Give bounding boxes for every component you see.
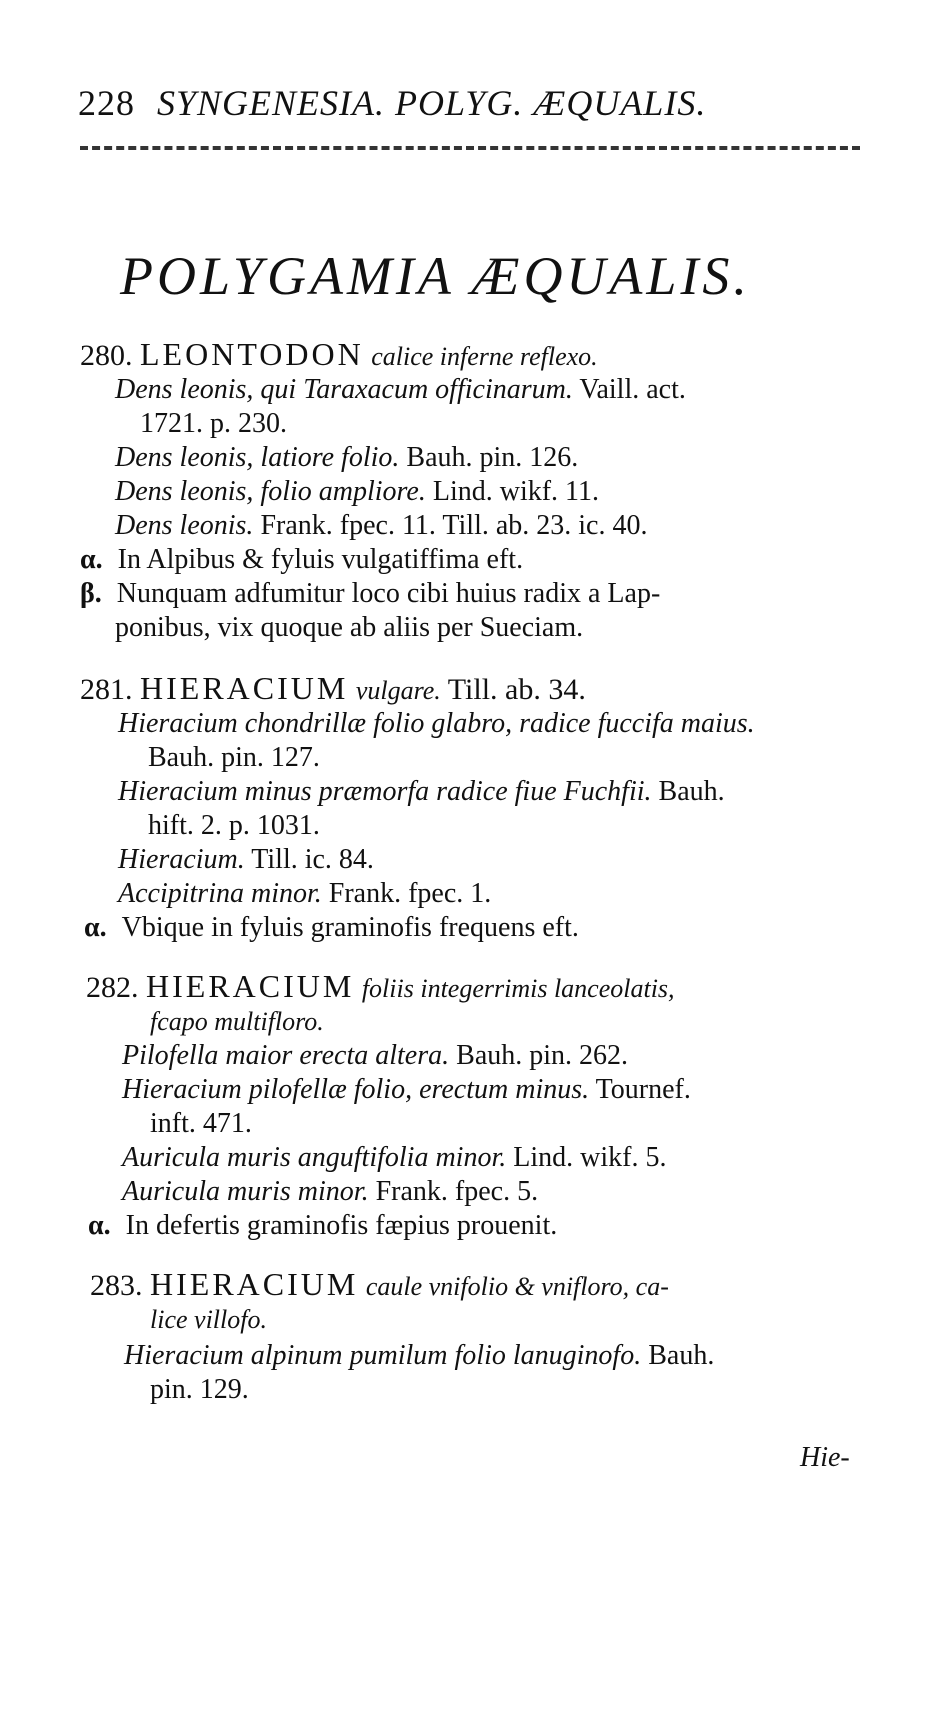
diagnosis-continuation bbox=[150, 1302, 267, 1338]
note-text: Vbique in fyluis graminofis frequens eft. bbox=[121, 912, 579, 943]
reference: Frank. fpec. 1. bbox=[328, 878, 492, 909]
note-text: In Alpibus & fyluis vulgatiffima eft. bbox=[117, 544, 524, 575]
section-title: POLYGAMIA ÆQUALIS. bbox=[120, 246, 751, 306]
reference: inft. 471. bbox=[150, 1108, 252, 1139]
reference: Frank. fpec. 5. bbox=[375, 1176, 539, 1207]
habitat-note bbox=[80, 576, 660, 612]
synonym-line bbox=[115, 474, 599, 510]
habitat-note bbox=[115, 610, 583, 646]
diagnosis: foliis integerrimis lanceolatis, bbox=[361, 974, 675, 1003]
note-mark: α. bbox=[80, 544, 103, 575]
diagnosis: lice villofo. bbox=[150, 1305, 267, 1334]
note-text: In defertis graminofis fæpius prouenit. bbox=[125, 1210, 558, 1241]
synonym-line bbox=[115, 508, 648, 544]
reference: Bauh. bbox=[658, 776, 725, 807]
synonym-line bbox=[118, 774, 725, 810]
reference: Tournef. bbox=[595, 1074, 691, 1105]
synonym: Dens leonis. bbox=[115, 510, 254, 541]
synonym-line bbox=[118, 842, 374, 878]
synonym-line bbox=[122, 1038, 628, 1074]
reference: Till. ic. 84. bbox=[251, 844, 374, 875]
synonym: Auricula muris anguftifolia minor. bbox=[122, 1142, 507, 1173]
diagnosis: fcapo multifloro. bbox=[150, 1007, 324, 1036]
reference: pin. 129. bbox=[150, 1374, 249, 1405]
species-number: 281. bbox=[80, 673, 133, 706]
genus-name: LEONTODON bbox=[140, 336, 364, 372]
synonym-line bbox=[122, 1140, 666, 1176]
header-rule bbox=[80, 146, 860, 150]
reference: Bauh. pin. 262. bbox=[456, 1040, 629, 1071]
synonym: Auricula muris minor. bbox=[122, 1176, 369, 1207]
synonym-line bbox=[122, 1072, 691, 1108]
synonym-line bbox=[115, 440, 578, 476]
species-heading-280 bbox=[80, 336, 598, 375]
synonym: Hieracium. bbox=[118, 844, 245, 875]
reference: Bauh. bbox=[648, 1340, 715, 1371]
synonym-line bbox=[124, 1338, 714, 1374]
synonym-line bbox=[118, 876, 491, 912]
reference: hift. 2. p. 1031. bbox=[148, 810, 320, 841]
page-number: 228 bbox=[78, 83, 135, 123]
reference: Frank. fpec. 11. Till. ab. 23. ic. 40. bbox=[260, 510, 648, 541]
species-heading-282 bbox=[86, 968, 675, 1007]
reference: Till. ab. 34. bbox=[447, 673, 586, 706]
habitat-note bbox=[88, 1208, 557, 1244]
reference: Bauh. pin. 126. bbox=[406, 442, 579, 473]
diagnosis: vulgare. bbox=[355, 676, 441, 705]
synonym: Dens leonis, latiore folio. bbox=[115, 442, 400, 473]
species-number: 283. bbox=[90, 1269, 143, 1302]
genus-name: HIERACIUM bbox=[140, 670, 349, 706]
reference: Bauh. pin. 127. bbox=[148, 742, 320, 773]
synonym-line bbox=[148, 740, 320, 776]
note-text: Nunquam adfumitur loco cibi huius radix a Lap- bbox=[116, 578, 661, 609]
species-number: 282. bbox=[86, 971, 139, 1004]
synonym-line bbox=[122, 1174, 538, 1210]
synonym: Dens leonis, folio ampliore. bbox=[115, 476, 426, 507]
synonym: Hieracium chondrillæ folio glabro, radice fuccifa maius. bbox=[118, 708, 755, 739]
species-heading-281 bbox=[80, 670, 586, 709]
note-text: ponibus, vix quoque ab aliis per Sueciam. bbox=[115, 612, 584, 643]
synonym-line bbox=[115, 372, 686, 408]
note-mark: α. bbox=[88, 1210, 111, 1241]
reference: Lind. wikf. 5. bbox=[513, 1142, 667, 1173]
diagnosis: caule vnifolio & vnifloro, ca- bbox=[365, 1272, 669, 1301]
diagnosis-continuation bbox=[150, 1004, 324, 1040]
genus-name: HIERACIUM bbox=[150, 1266, 359, 1302]
diagnosis: calice inferne reflexo. bbox=[371, 342, 598, 371]
running-title: SYNGENESIA. POLYG. ÆQUALIS. bbox=[157, 83, 707, 123]
habitat-note bbox=[80, 542, 523, 578]
reference: 1721. p. 230. bbox=[140, 408, 287, 439]
species-heading-283 bbox=[90, 1266, 669, 1305]
habitat-note bbox=[84, 910, 579, 946]
note-mark: β. bbox=[80, 578, 102, 609]
reference: Vaill. act. bbox=[579, 374, 686, 405]
synonym-line bbox=[140, 406, 287, 442]
species-number: 280. bbox=[80, 339, 133, 372]
reference: Lind. wikf. 11. bbox=[432, 476, 600, 507]
catchword: Hie- bbox=[800, 1442, 850, 1473]
synonym-line bbox=[150, 1372, 249, 1408]
synonym: Hieracium minus præmorfa radice fiue Fuchfii. bbox=[118, 776, 652, 807]
synonym-line bbox=[150, 1106, 252, 1142]
synonym: Accipitrina minor. bbox=[118, 878, 322, 909]
synonym: Hieracium alpinum pumilum folio lanuginofo. bbox=[124, 1340, 642, 1371]
note-mark: α. bbox=[84, 912, 107, 943]
genus-name: HIERACIUM bbox=[146, 968, 355, 1004]
synonym: Pilofella maior erecta altera. bbox=[122, 1040, 450, 1071]
synonym-line bbox=[118, 706, 755, 742]
synonym: Dens leonis, qui Taraxacum officinarum. bbox=[115, 374, 573, 405]
synonym: Hieracium pilofellæ folio, erectum minus. bbox=[122, 1074, 590, 1105]
running-head bbox=[78, 82, 858, 124]
synonym-line bbox=[148, 808, 320, 844]
